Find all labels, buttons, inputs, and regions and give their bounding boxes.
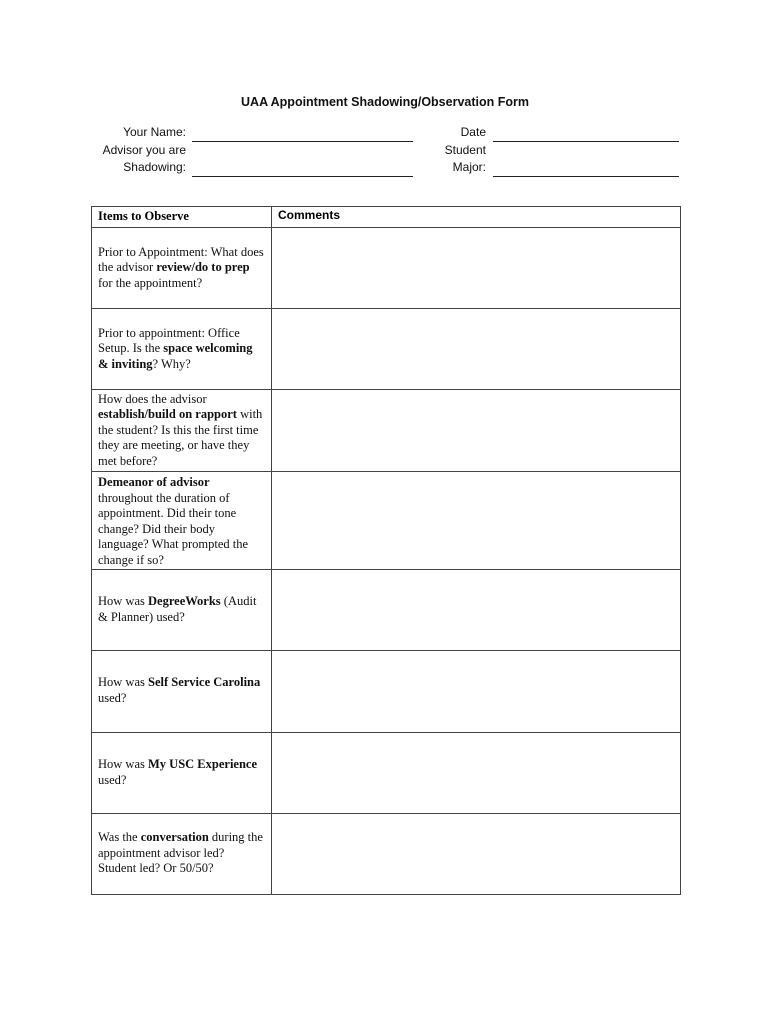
comment-cell[interactable] bbox=[272, 228, 681, 309]
comment-cell[interactable] bbox=[272, 732, 681, 813]
comment-cell[interactable] bbox=[272, 390, 681, 472]
date-field[interactable] bbox=[493, 141, 679, 142]
item-cell bbox=[92, 732, 272, 813]
table-row bbox=[92, 390, 681, 472]
your-name-field[interactable] bbox=[192, 141, 413, 142]
date-label: Date bbox=[460, 125, 486, 139]
item-bold-text: Self Service Carolina bbox=[148, 675, 261, 690]
item-text: Prior to Appointment: What does the advisor bbox=[98, 244, 264, 275]
item-text: How was bbox=[98, 675, 148, 690]
item-text: with the student? Is this the first time they are meeting, or have they met before? bbox=[98, 407, 263, 468]
comment-cell[interactable] bbox=[272, 472, 681, 570]
table-row bbox=[92, 309, 681, 390]
item-text: How was bbox=[98, 593, 148, 608]
table-row bbox=[92, 228, 681, 309]
student-major-label-line1: Student bbox=[444, 143, 486, 157]
item-cell bbox=[92, 813, 272, 894]
comment-cell[interactable] bbox=[272, 813, 681, 894]
your-name-label: Your Name: bbox=[123, 125, 186, 139]
item-cell bbox=[92, 390, 272, 472]
item-bold-text: My USC Experience bbox=[148, 756, 258, 771]
header-items-to-observe: Items to Observe bbox=[92, 207, 272, 228]
item-bold-text: Demeanor of advisor bbox=[98, 475, 210, 489]
form-title: UAA Appointment Shadowing/Observation Form bbox=[241, 95, 529, 109]
item-bold-text: review/do to prep bbox=[156, 260, 250, 275]
item-text: used? bbox=[98, 772, 127, 787]
item-cell bbox=[92, 228, 272, 309]
table-row bbox=[92, 813, 681, 894]
item-bold-text: space welcoming & inviting bbox=[98, 341, 253, 371]
student-major-label-line2: Major: bbox=[452, 160, 486, 174]
advisor-label-line1: Advisor you are bbox=[102, 143, 186, 157]
item-text: Was the bbox=[98, 830, 141, 845]
advisor-label-line2: Shadowing: bbox=[123, 160, 186, 174]
observation-table bbox=[91, 206, 681, 895]
table-row bbox=[92, 569, 681, 650]
item-text: Prior to appointment: Office Setup. Is the bbox=[98, 325, 240, 356]
header-comments: Comments bbox=[272, 207, 681, 228]
item-cell bbox=[92, 472, 272, 570]
item-bold-text: conversation bbox=[140, 830, 209, 845]
item-text: used? bbox=[98, 691, 127, 706]
table-row bbox=[92, 472, 681, 570]
item-cell bbox=[92, 650, 272, 732]
item-text: throughout the duration of appointment. Did their tone change? Did their body language? What prompted the change if so? bbox=[98, 490, 249, 567]
table-row bbox=[92, 650, 681, 732]
table-header-row bbox=[92, 207, 681, 228]
item-cell bbox=[92, 309, 272, 390]
item-text: How does the advisor bbox=[98, 391, 207, 406]
item-text: (Audit & Planner) used? bbox=[98, 593, 257, 624]
item-text: How was bbox=[98, 756, 148, 771]
advisor-shadowing-field[interactable] bbox=[192, 176, 413, 177]
item-bold-text: DegreeWorks bbox=[148, 593, 221, 608]
item-text: during the appointment advisor led? Student led? Or 50/50? bbox=[98, 830, 263, 876]
item-bold-text: establish/build on rapport bbox=[98, 407, 237, 422]
item-text: for the appointment? bbox=[98, 275, 203, 290]
item-cell bbox=[92, 569, 272, 650]
comment-cell[interactable] bbox=[272, 650, 681, 732]
comment-cell[interactable] bbox=[272, 569, 681, 650]
comment-cell[interactable] bbox=[272, 309, 681, 390]
student-major-field[interactable] bbox=[493, 176, 679, 177]
table-row bbox=[92, 732, 681, 813]
item-text: ? Why? bbox=[152, 356, 191, 371]
